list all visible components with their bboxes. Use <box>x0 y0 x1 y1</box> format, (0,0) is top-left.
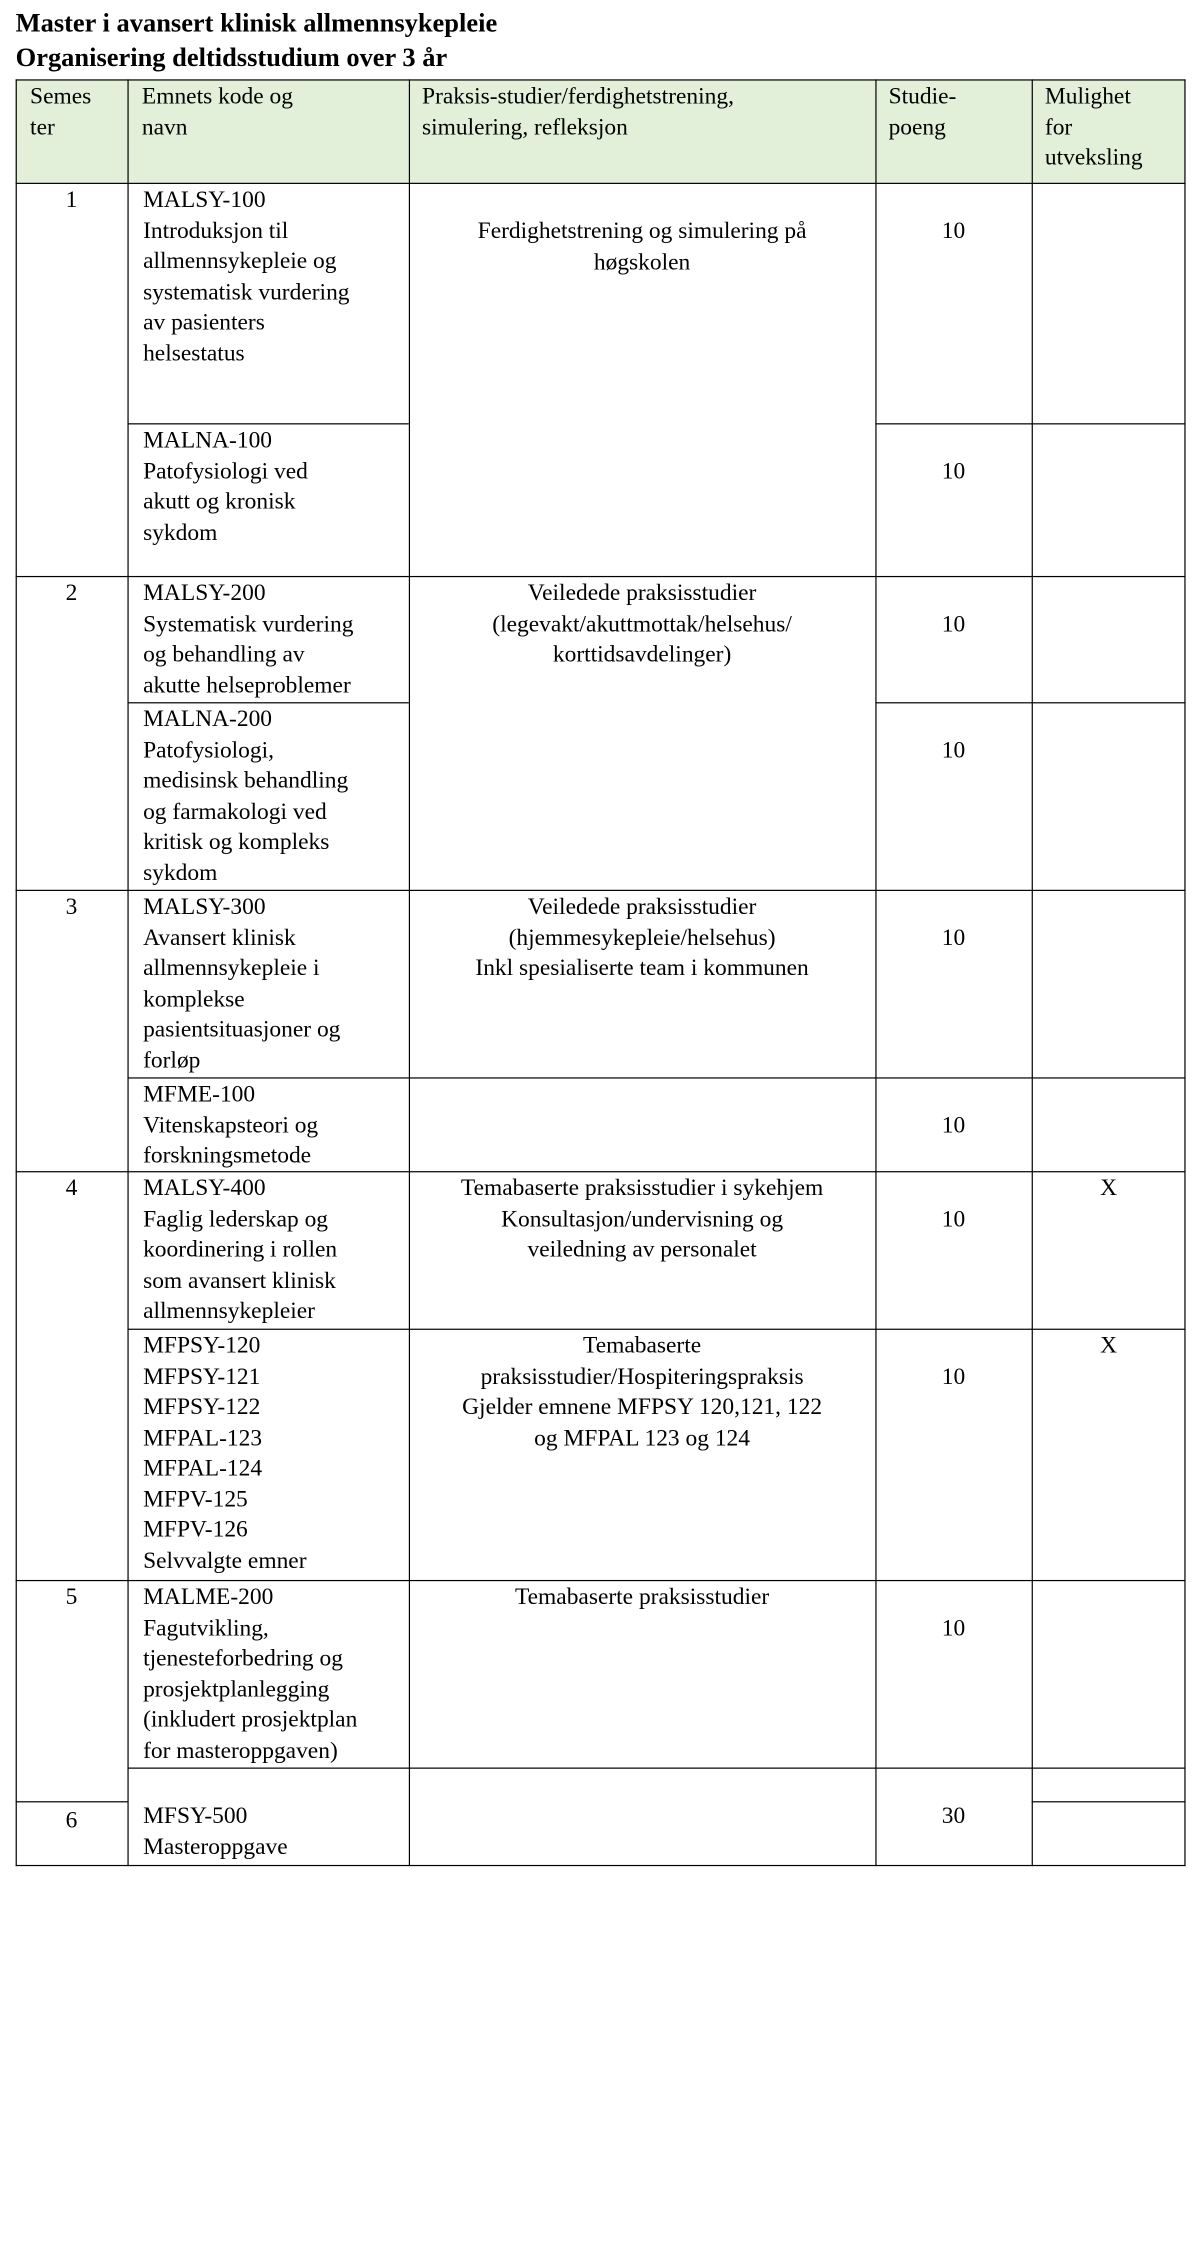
semester-number: 5 <box>65 1584 78 1611</box>
table-divider <box>127 702 408 703</box>
exchange-cell <box>1032 1801 1186 1835</box>
credits-cell: 10 <box>941 459 966 485</box>
semester-number: 1 <box>65 187 78 213</box>
table-divider <box>127 1768 1185 1769</box>
exchange-cell <box>1032 1111 1186 1145</box>
exchange-cell: X <box>1100 1175 1118 1202</box>
exchange-cell <box>1032 457 1186 491</box>
table-border <box>16 79 17 1866</box>
practice-cell <box>409 1080 876 1116</box>
table-border <box>1184 79 1185 1866</box>
credits-cell: 10 <box>941 1364 966 1390</box>
course-cell: MALNA-200 Patofysiologi, medisinsk behandling og farmakologi ved kritisk og kompleks sykdom <box>143 707 349 886</box>
credits-cell: 10 <box>941 1616 966 1642</box>
table-divider <box>409 79 410 1866</box>
table-border <box>16 1865 1186 1866</box>
table-divider <box>16 1801 128 1802</box>
course-cell: MALSY-300 Avansert klinisk allmennsykepleie i komplekse pasientsituasjoner og forløp <box>143 894 341 1074</box>
course-cell: MFPSY-120 MFPSY-121 MFPSY-122 MFPAL-123 MFPAL-124 MFPV-125 MFPV-126 Selvvalgte emner <box>143 1333 307 1574</box>
table-divider <box>16 183 1186 184</box>
practice-cell: Temabaserte praksisstudier i sykehjem Konsultasjon/undervisning og veiledning av personalet <box>460 1175 824 1263</box>
study-plan-table <box>16 79 1186 1866</box>
course-cell: MALSY-100 Introduksjon til allmennsykepleie og systematisk vurdering av pasienters helsestatus <box>143 187 350 367</box>
practice-cell: Temabaserte praksisstudier <box>514 1584 770 1611</box>
header-credits: Studie- poeng <box>875 79 1031 182</box>
credits-cell: 10 <box>941 612 966 638</box>
credits-cell: 10 <box>941 925 966 952</box>
practice-cell: Temabaserte praksisstudier/Hospiteringspraksis Gjelder emnene MFPSY 120,121, 122 og MFPAL 123 og 124 <box>462 1333 823 1451</box>
table-divider <box>1032 1801 1186 1802</box>
course-cell: MALNA-100 Patofysiologi ved akutt og kronisk sykdom <box>143 428 308 546</box>
credits-cell: 10 <box>941 218 966 245</box>
table-divider <box>16 576 1186 577</box>
practice-cell <box>409 1770 876 1806</box>
course-cell: MALSY-200 Systematisk vurdering og behandling av akutte helseproblemer <box>143 580 354 698</box>
header-exchange: Mulighet for utveksling <box>1032 79 1186 182</box>
semester-number: 6 <box>65 1808 78 1834</box>
exchange-cell: X <box>1100 1333 1118 1359</box>
exchange-cell <box>1032 216 1186 250</box>
table-divider <box>875 79 876 1866</box>
table-divider <box>875 702 1185 703</box>
exchange-cell <box>1032 610 1186 644</box>
practice-cell: Veiledede praksisstudier (legevakt/akuttmottak/helsehus/ korttidsavdelinger) <box>492 580 792 668</box>
table-divider <box>127 1077 1185 1078</box>
header-semester: Semes ter <box>16 79 128 182</box>
table-border <box>16 79 1186 80</box>
semester-number: 4 <box>65 1175 78 1202</box>
course-cell: MALSY-400 Faglig lederskap og koordinering i rollen som avansert klinisk allmennsykepleier <box>143 1175 338 1324</box>
credits-cell: 10 <box>941 1113 966 1139</box>
table-divider <box>875 423 1185 424</box>
semester-number: 3 <box>65 894 78 920</box>
exchange-cell <box>1032 1614 1186 1648</box>
credits-cell: 30 <box>941 1803 966 1829</box>
table-divider <box>127 79 128 1866</box>
table-divider <box>1032 79 1033 1866</box>
course-cell: MFSY-500 Masteroppgave <box>143 1803 288 1860</box>
document-title: Master i avansert klinisk allmennsykepleie <box>15 7 498 38</box>
table-divider <box>16 1171 1186 1172</box>
table-divider <box>16 1580 1186 1581</box>
table-divider <box>127 1329 1185 1330</box>
credits-cell: 10 <box>941 738 966 764</box>
practice-cell: Ferdighetstrening og simulering på høgskolen <box>477 218 807 275</box>
semester-number: 2 <box>65 580 78 607</box>
course-cell: MFME-100 Vitenskapsteori og forskningsmetode <box>143 1082 319 1169</box>
credits-cell: 10 <box>941 1207 966 1233</box>
header-course: Emnets kode og navn <box>127 79 408 182</box>
table-divider <box>127 423 408 424</box>
exchange-cell <box>1032 736 1186 770</box>
practice-cell: Veiledede praksisstudier (hjemmesykepleie/helsehus) Inkl spesialiserte team i kommunen <box>475 894 809 982</box>
document-subtitle: Organisering deltidsstudium over 3 år <box>15 42 448 73</box>
header-practice: Praksis-studier/ferdighetstrening, simulering, refleksjon <box>409 79 876 182</box>
course-cell: MALME-200 Fagutvikling, tjenesteforbedring og prosjektplanlegging (inkludert prosjektplan for masteroppgaven) <box>143 1584 358 1764</box>
table-divider <box>16 890 1186 891</box>
exchange-cell <box>1032 923 1186 957</box>
